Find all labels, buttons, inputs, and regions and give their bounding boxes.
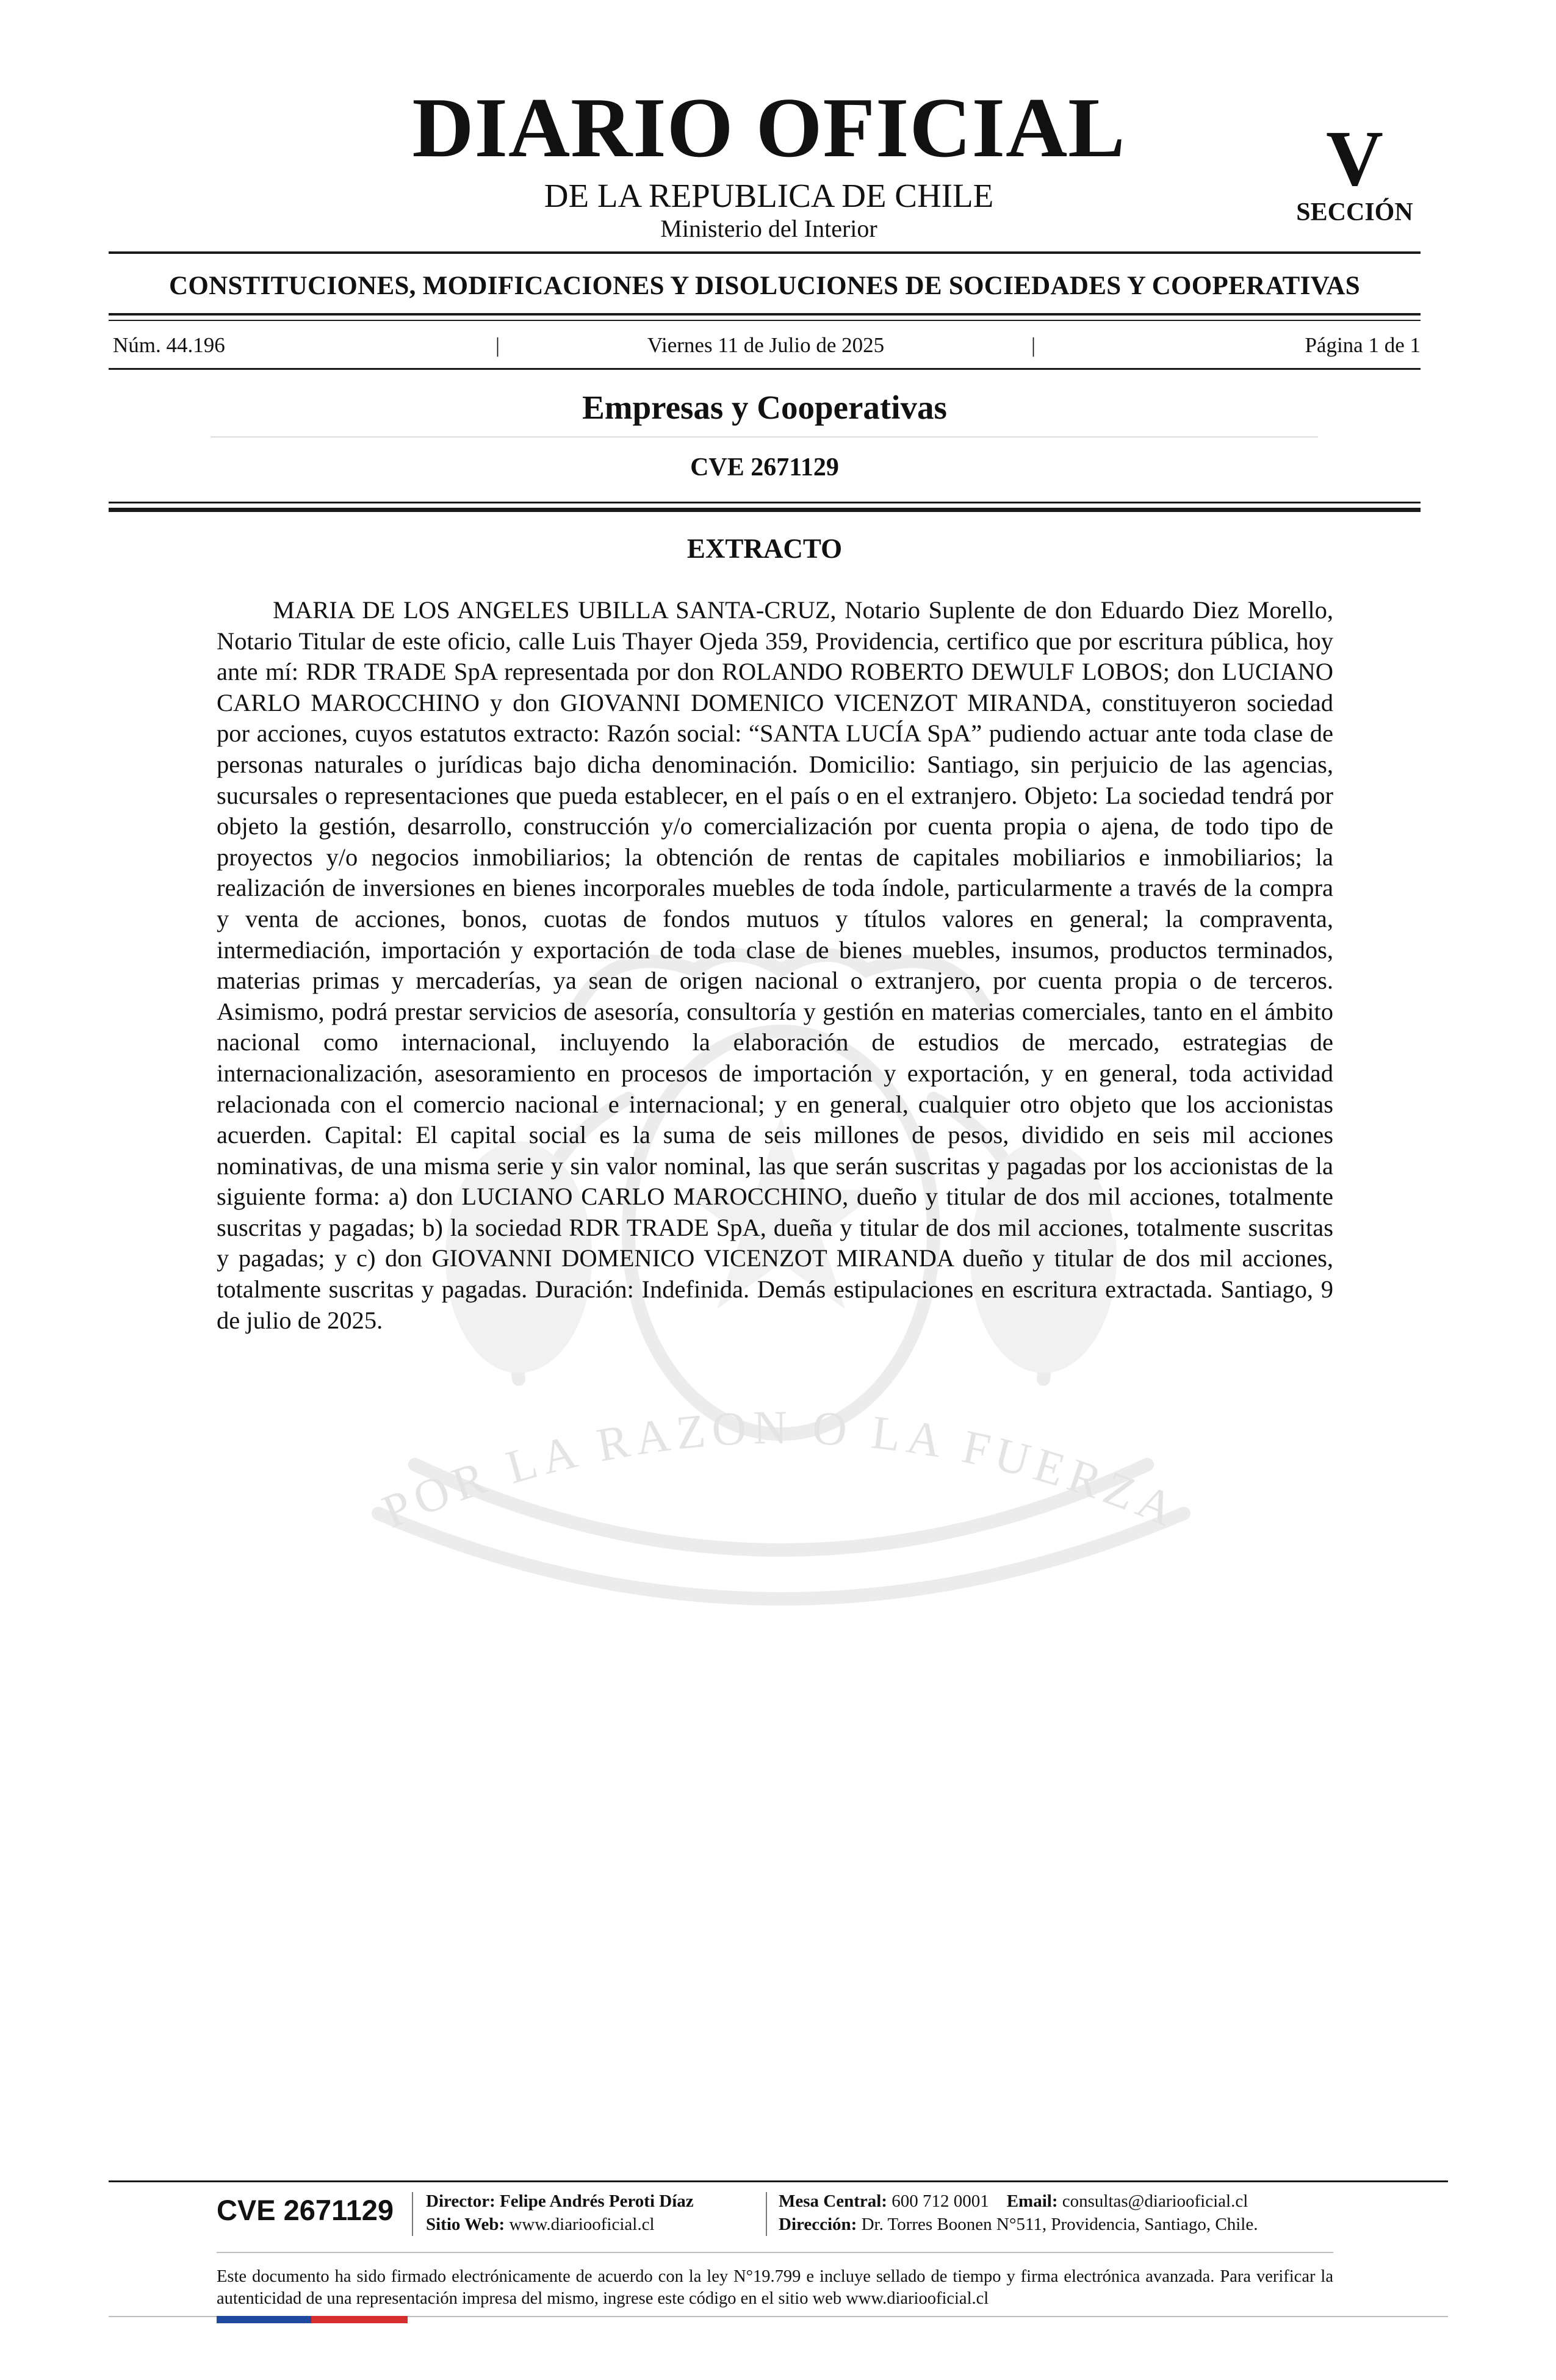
footer-notice: Este documento ha sido firmado electrónicamente de acuerdo con la ley N°19.799 e incluye sellado de tiempo y firma electrónica avanzada. Para verificar la autenticidad de una representación impresa del mismo, ingrese este código en el sitio web www.diariooficial.cl [217, 2267, 1333, 2308]
address-label: Dirección: [779, 2215, 857, 2234]
flag-stripe-red [311, 2316, 408, 2323]
footer-divider [412, 2192, 413, 2236]
document-title: EXTRACTO [686, 533, 843, 564]
flag-stripe-blue [217, 2316, 311, 2323]
phone-number: 600 712 0001 [891, 2191, 989, 2211]
email-label: Email: [1006, 2191, 1058, 2211]
website-link[interactable]: www.diariooficial.cl [509, 2215, 655, 2234]
rule-heading-bottom-2 [109, 320, 1421, 321]
rule-issue-bottom [109, 368, 1421, 370]
masthead-title: DIARIO OFICIAL [412, 81, 1126, 175]
rule-footer-top [109, 2180, 1448, 2182]
masthead-subtitle: DE LA REPUBLICA DE CHILE [544, 177, 994, 214]
footer-director-block [426, 2190, 694, 2236]
masthead-ministry: Ministerio del Interior [660, 215, 877, 242]
director-label: Director: [426, 2191, 495, 2211]
footer-cve: CVE 2671129 [216, 2194, 394, 2226]
rule-cve-bottom-1 [109, 502, 1421, 503]
issue-number: Núm. 44.196 [113, 333, 225, 357]
website-label: Sitio Web: [426, 2215, 505, 2234]
rule-cve-bottom-2 [109, 508, 1421, 512]
watermark-motto: POR LA RAZON O LA FUERZA [375, 1400, 1187, 1538]
section-letter: V [1326, 115, 1383, 203]
rule-heading-bottom-1 [109, 313, 1421, 316]
address-text: Dr. Torres Boonen N°511, Providencia, Santiago, Chile. [861, 2215, 1258, 2234]
rule-category-underline [211, 436, 1318, 438]
email-link[interactable]: consultas@diariooficial.cl [1062, 2191, 1248, 2211]
phone-label: Mesa Central: [779, 2191, 887, 2211]
director-name: Felipe Andrés Peroti Díaz [500, 2191, 694, 2211]
issue-separator: | [495, 333, 500, 357]
footer-divider [766, 2192, 767, 2236]
rule-footer-middle [217, 2252, 1333, 2253]
issue-page: Página 1 de 1 [1305, 333, 1421, 357]
section-label: SECCIÓN [1296, 198, 1413, 226]
issue-separator: | [1031, 333, 1036, 357]
document-body: MARIA DE LOS ANGELES UBILLA SANTA-CRUZ, Notario Suplente de don Eduardo Diez Morello, Notario Titular de este oficio, calle Luis Thayer Ojeda 359, Providencia, certifico que por escritura pública, hoy ante mí: RDR TRADE SpA representada por don ROLANDO ROBERTO DEWULF LOBOS; don LUCIANO CARLO MAROCCHINO y don GIOVANNI DOMENICO VICENZOT MIRANDA, constituyeron sociedad por acciones, cuyos estatutos extracto: Razón social: “SANTA LUCÍA SpA” pudiendo actuar ante toda clase de personas naturales o jurídicas bajo dicha denominación. Domicilio: Santiago, sin perjuicio de las agencias, sucursales o representaciones que pueda establecer, en el país o en el extranjero. Objeto: La sociedad tendrá por objeto la gestión, desarrollo, construcción y/o comercialización por cuenta propia o ajena, de todo tipo de proyectos y/o negocios inmobiliarios; la obtención de rentas de capitales mobiliarios e inmobiliarios; la realización de inversiones en bienes incorporales muebles de toda índole, particularmente a través de la compra y venta de acciones, bonos, cuotas de fondos mutuos y títulos valores en general; la compraventa, intermediación, importación y exportación de toda clase de bienes muebles, insumos, productos terminados, materias primas y mercaderías, ya sean de origen nacional o extranjero, por cuenta propia o de terceros. Asimismo, podrá prestar servicios de asesoría, consultoría y gestión en materias comerciales, tanto en el ámbito nacional como internacional, incluyendo la elaboración de estudios de mercado, estrategias de internacionalización, asesoramiento en procesos de importación y exportación, y en general, toda actividad relacionada con el comercio nacional e internacional; y en general, cualquier otro objeto que los accionistas acuerden. Capital: El capital social es la suma de seis millones de pesos, dividido en seis mil acciones nominativas, de una misma serie y sin valor nominal, las que serán suscritas y pagadas por los accionistas de la siguiente forma: a) don LUCIANO CARLO MAROCCHINO, dueño y titular de dos mil acciones, totalmente suscritas y pagadas; b) la sociedad RDR TRADE SpA, dueña y titular de dos mil acciones, totalmente suscritas y pagadas; y c) don GIOVANNI DOMENICO VICENZOT MIRANDA dueño y titular de dos mil acciones, totalmente suscritas y pagadas. Duración: Indefinida. Demás estipulaciones en escritura extractada. Santiago, 9 de julio de 2025. [217, 596, 1333, 1334]
category-title: Empresas y Cooperativas [582, 389, 947, 426]
issue-date: Viernes 11 de Julio de 2025 [647, 333, 885, 357]
section-heading: CONSTITUCIONES, MODIFICACIONES Y DISOLUCIONES DE SOCIEDADES Y COOPERATIVAS [168, 272, 1360, 300]
cve-code: CVE 2671129 [690, 453, 839, 481]
footer-contact-block [779, 2190, 1258, 2236]
rule-masthead-bottom [109, 251, 1421, 254]
